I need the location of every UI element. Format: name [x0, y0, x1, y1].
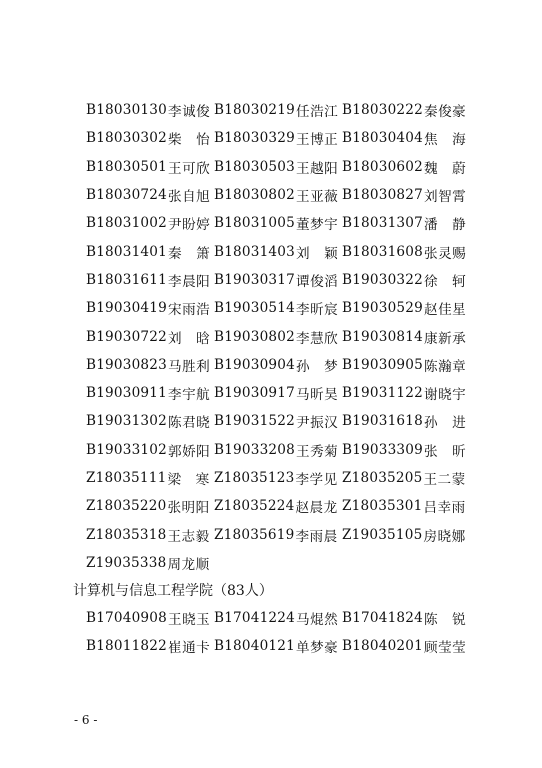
student-id: Z19035338	[86, 554, 167, 571]
student-id: B19030823	[86, 356, 167, 373]
student-id: B18030302	[86, 130, 167, 147]
student-id: B18030827	[342, 187, 423, 204]
student-name: 顾莹莹	[423, 640, 467, 657]
student-id: Z18035619	[214, 526, 295, 543]
table-row	[86, 153, 486, 181]
student-name: 王晓玉	[167, 612, 211, 629]
student-id: B19031302	[86, 413, 167, 430]
student-entry	[342, 100, 482, 120]
student-entry	[214, 383, 342, 403]
student-list-computer-college	[86, 604, 486, 661]
student-name: 马焜然	[295, 612, 339, 629]
table-row	[86, 632, 486, 660]
student-name: 宋雨浩	[167, 302, 211, 319]
student-name: 刘 颖	[295, 245, 339, 262]
student-entry	[214, 636, 342, 656]
student-id: B18031005	[214, 215, 295, 232]
student-name: 谢晓宇	[423, 387, 467, 404]
student-entry	[342, 525, 482, 545]
student-entry	[214, 525, 342, 545]
student-entry	[86, 128, 214, 148]
student-id: B19030317	[214, 271, 295, 288]
table-row	[86, 520, 486, 548]
student-entry	[214, 270, 342, 290]
student-id: Z18035318	[86, 526, 167, 543]
student-id: B18030404	[342, 130, 423, 147]
student-entry	[342, 270, 482, 290]
student-name: 王亚薇	[295, 189, 339, 206]
student-name: 柴 怡	[167, 132, 211, 149]
student-name: 李晨阳	[167, 273, 211, 290]
student-name: 周龙顺	[167, 556, 210, 573]
student-id: B19030905	[342, 356, 423, 373]
student-id: B19030514	[214, 300, 295, 317]
student-id: Z18035111	[86, 470, 167, 486]
table-row	[86, 464, 486, 492]
student-name: 潘 静	[423, 217, 467, 234]
student-entry	[214, 608, 342, 628]
student-name: 张明阳	[167, 500, 210, 517]
student-entry	[342, 327, 482, 347]
student-name: 马昕昊	[295, 387, 339, 404]
student-name: 任浩江	[295, 104, 339, 121]
student-id: B19030917	[214, 385, 295, 402]
student-entry	[342, 383, 482, 403]
student-id: B18011822	[86, 638, 167, 655]
student-entry	[86, 213, 214, 233]
student-id: Z18035220	[86, 498, 167, 515]
student-entry	[342, 298, 482, 318]
student-entry	[214, 327, 342, 347]
student-id: Z18035123	[214, 470, 295, 486]
student-id: B18030130	[86, 102, 167, 119]
student-id: B18030724	[86, 187, 167, 204]
student-entry	[86, 157, 214, 177]
student-name: 焦 海	[423, 132, 467, 149]
table-row	[86, 604, 486, 632]
student-id: B19030814	[342, 328, 423, 345]
student-id: B18030222	[342, 102, 423, 119]
student-name: 马胜利	[167, 358, 211, 375]
student-name: 张灵赐	[423, 245, 467, 262]
student-name: 陈君晓	[167, 415, 211, 432]
student-entry	[342, 411, 482, 431]
student-entry	[86, 383, 214, 403]
student-name: 康新承	[423, 330, 467, 347]
student-id: B19031122	[342, 385, 423, 402]
table-row	[86, 322, 486, 350]
student-entry	[342, 242, 482, 262]
student-entry	[342, 636, 482, 656]
student-entry	[214, 411, 342, 431]
student-id: B19033208	[214, 441, 295, 458]
student-entry	[214, 242, 342, 262]
table-row	[86, 96, 486, 124]
student-entry	[342, 496, 482, 516]
student-entry	[214, 185, 342, 205]
student-name: 孙 梦	[295, 358, 339, 375]
table-row	[86, 266, 486, 294]
student-id: B18030219	[214, 102, 295, 119]
student-entry	[86, 327, 214, 347]
student-entry	[86, 553, 214, 573]
student-name: 张自旭	[167, 189, 211, 206]
student-list-continued	[86, 96, 486, 577]
student-id: B18031307	[342, 215, 423, 232]
student-entry	[214, 440, 342, 460]
student-name: 王博正	[295, 132, 339, 149]
student-entry	[214, 496, 342, 516]
student-id: B19031618	[342, 413, 423, 430]
student-id: B18031608	[342, 243, 423, 260]
student-name: 陈瀚章	[423, 358, 467, 375]
table-row	[86, 549, 486, 577]
table-row	[86, 294, 486, 322]
student-name: 董梦宇	[295, 217, 339, 234]
student-id: Z18035224	[214, 498, 295, 515]
student-name: 谭俊滔	[295, 273, 339, 290]
student-id: B19030419	[86, 300, 167, 317]
student-entry	[86, 100, 214, 120]
table-row	[86, 492, 486, 520]
student-name: 王志毅	[167, 528, 210, 545]
student-name: 李慧欣	[295, 330, 339, 347]
student-name: 郭娇阳	[167, 443, 211, 460]
student-entry	[342, 608, 482, 628]
student-name: 吕幸雨	[423, 500, 466, 517]
student-id: B18030329	[214, 130, 295, 147]
student-entry	[86, 298, 214, 318]
student-entry	[214, 468, 342, 488]
table-row	[86, 181, 486, 209]
student-name: 李雨晨	[295, 528, 338, 545]
student-entry	[342, 185, 482, 205]
student-id: B19030911	[86, 385, 167, 402]
student-name: 魏 蔚	[423, 160, 467, 177]
student-name: 尹盼婷	[167, 217, 211, 234]
student-name: 房晓娜	[423, 528, 466, 545]
student-entry	[342, 157, 482, 177]
student-name: 梁 寒	[167, 472, 210, 488]
table-row	[86, 209, 486, 237]
student-id: B18031611	[86, 271, 167, 288]
student-entry	[86, 496, 214, 516]
student-name: 李诚俊	[167, 104, 211, 121]
student-id: B18040121	[214, 638, 295, 655]
student-id: B19030322	[342, 271, 423, 288]
student-name: 张 昕	[423, 443, 467, 460]
student-name: 孙 进	[423, 415, 467, 432]
student-id: B17041824	[342, 610, 423, 627]
student-name: 王秀菊	[295, 443, 339, 460]
table-row	[86, 436, 486, 464]
table-row	[86, 124, 486, 152]
student-id: B18030503	[214, 158, 295, 175]
student-id: B19031522	[214, 413, 295, 430]
student-id: B17040908	[86, 610, 167, 627]
student-entry	[86, 185, 214, 205]
table-row	[86, 407, 486, 435]
student-id: B18031002	[86, 215, 167, 232]
student-name: 秦 箫	[167, 245, 211, 262]
student-name: 王二蒙	[423, 472, 466, 488]
student-id: B18040201	[342, 638, 423, 655]
student-id: Z18035301	[342, 498, 423, 515]
student-name: 李昕宸	[295, 302, 339, 319]
student-id: B19030802	[214, 328, 295, 345]
student-entry	[214, 100, 342, 120]
student-id: B18030602	[342, 158, 423, 175]
student-entry	[86, 270, 214, 290]
student-entry	[86, 440, 214, 460]
student-entry	[86, 355, 214, 375]
student-name: 秦俊豪	[423, 104, 467, 121]
student-id: B19033102	[86, 441, 167, 458]
student-id: B19030722	[86, 328, 167, 345]
student-entry	[86, 608, 214, 628]
student-entry	[342, 440, 482, 460]
student-entry	[342, 468, 482, 488]
student-name: 赵晨龙	[295, 500, 338, 517]
student-entry	[342, 213, 482, 233]
student-name: 陈 锐	[423, 612, 467, 629]
student-name: 徐 轲	[423, 273, 467, 290]
student-id: B18030802	[214, 187, 295, 204]
student-entry	[214, 298, 342, 318]
student-entry	[214, 355, 342, 375]
student-name: 尹振汉	[295, 415, 339, 432]
student-entry	[86, 411, 214, 431]
page-number: - 6 -	[74, 713, 98, 727]
student-name: 赵佳星	[423, 302, 467, 319]
table-row	[86, 237, 486, 265]
section-heading: 计算机与信息工程学院（83人）	[73, 583, 273, 599]
student-name: 单梦豪	[295, 640, 339, 657]
student-entry	[214, 128, 342, 148]
student-entry	[86, 525, 214, 545]
table-row	[86, 379, 486, 407]
student-id: B18031403	[214, 243, 295, 260]
student-name: 刘 晗	[167, 330, 211, 347]
student-name: 崔通卡	[167, 640, 211, 657]
student-name: 王可欣	[167, 160, 211, 177]
student-entry	[86, 242, 214, 262]
student-id: Z18035205	[342, 470, 423, 486]
student-entry	[86, 636, 214, 656]
student-name: 李学见	[295, 472, 338, 488]
student-name: 李宇航	[167, 387, 211, 404]
student-id: B19030904	[214, 356, 295, 373]
student-id: Z19035105	[342, 526, 423, 543]
student-entry	[86, 468, 214, 488]
student-id: B17041224	[214, 610, 295, 627]
student-id: B19033309	[342, 441, 423, 458]
student-id: B18030501	[86, 158, 167, 175]
student-id: B18031401	[86, 243, 167, 260]
student-entry	[342, 355, 482, 375]
student-name: 刘智霄	[423, 189, 467, 206]
student-entry	[342, 128, 482, 148]
student-name: 王越阳	[295, 160, 339, 177]
table-row	[86, 351, 486, 379]
student-id: B19030529	[342, 300, 423, 317]
student-entry	[214, 157, 342, 177]
student-entry	[214, 213, 342, 233]
